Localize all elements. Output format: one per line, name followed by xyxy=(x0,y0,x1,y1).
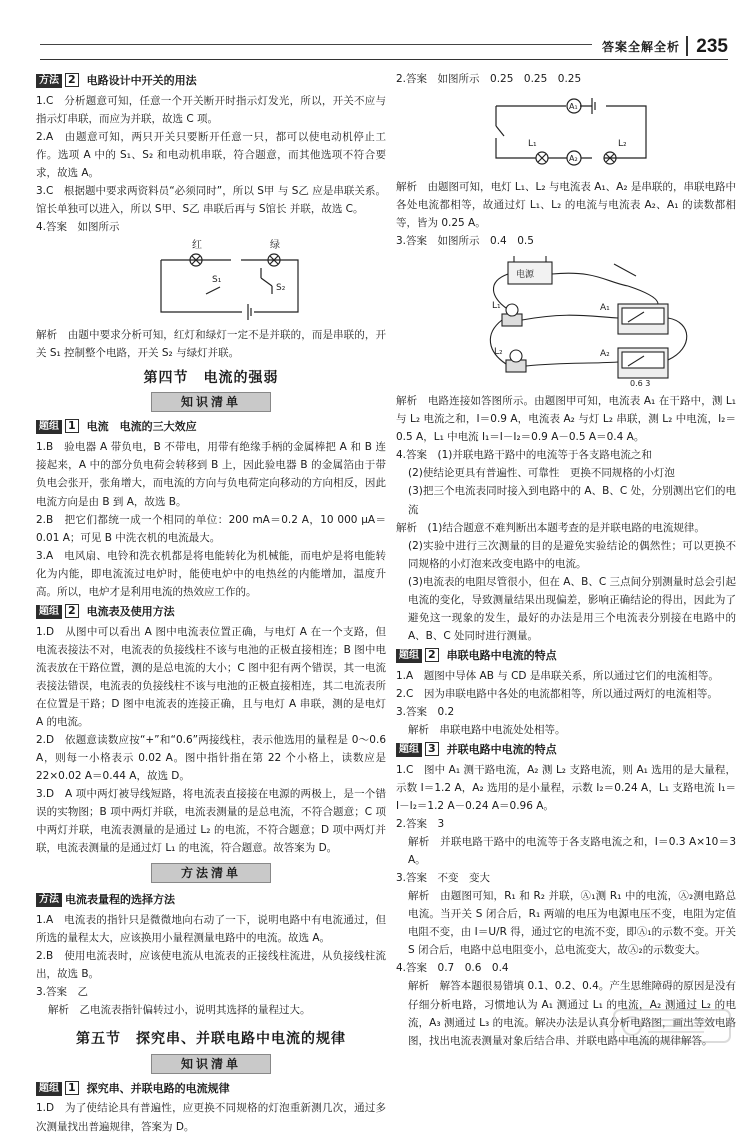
answer-item: 3.答案 不变 变大 xyxy=(396,872,491,885)
series-group-heading xyxy=(396,647,736,666)
watermark-logo xyxy=(612,1006,732,1046)
analysis: 解析 由题图可知，电灯 L₁、L₂ 与电流表 A₁、A₂ 是串联的，串联电路中各处电流都相等，故通过灯 L₁、L₂ 的电流与电流表 A₂、A₁ 的读数都相等，皆为 0.25 A。 xyxy=(396,181,736,230)
answer-item: 1.A 电流表的指针只是微微地向右动了一下，说明电路中有电流通过，但所选的量程太大，应该换用小量程测量电路中的电流。故选 A。 xyxy=(36,914,386,945)
analysis: (3)电流表的电阻尽管很小，但在 A、B、C 三点间分别测量时总会引起电流的变化，导致测量结果出现偏差，影响正确结论的得出，因此为了避免这一现象的发生，最好的办法是用三个电流表分别接在电路中的 A、B、C 处同时进行测量。 xyxy=(408,575,736,642)
power-source-label: 电源 xyxy=(516,270,535,281)
group2-heading xyxy=(36,603,386,622)
method2-title: 电路设计中开关的用法 xyxy=(86,74,197,87)
section-5-title: 第五节 探究串、并联电路中电流的规律 xyxy=(76,1031,346,1048)
answer-item: 1.A 题图中导体 AB 与 CD 是串联关系，所以通过它们的电流相等。 xyxy=(396,669,719,682)
answer-item: 1.B 验电器 A 带负电，B 不带电，用带有绝缘手柄的金属棒把 A 和 B 连接起来，A 中的部分负电荷会转移到 B 上，因此验电器 B 的金属箔由于带负电会张开，张角增大，而电流的方向与负电荷定向移动的方向相反，因此电流方向是由 B 到 A，故选 B。 xyxy=(36,441,386,508)
ammeter-a1-label: A₁ xyxy=(600,303,610,314)
left-column xyxy=(36,70,386,1133)
analysis: 解析 解答本题很易错填 0.1、0.2、0.4。产生思维障碍的原因是没有仔细分析电路，习惯地认为 A₁ 测通过 L₁ 的电流，A₂ 测通过 L₂ 的电流，A₃ 测通过 L₃ 的电流。解决办法是认真分析电路图，画出等效电路图，找出电流表测量对象后结合串、并联电路中电流的规律解答。 xyxy=(408,980,736,1047)
answer-item: 4.答案 (1)并联电路干路中的电流等于各支路电流之和 xyxy=(396,449,652,462)
answer-item: 1.D 为了使结论具有普遍性，应更换不同规格的灯泡重新测几次，通过多次测量找出普遍规律，答案为 D。 xyxy=(36,1102,386,1133)
series-group-title: 串联电路中电流的特点 xyxy=(446,648,557,662)
answer-item: 3.D A 项中两灯被导线短路，将电流表直接接在电源的两极上，是一个错误的实物图；B 项中两灯并联，电流表测量的是总电流，不符合题意；C 项中两灯并联，电流表测量的是通过 L₂ 的电流，不符合题意；D 项中两灯并联，电流表测量的是通过灯 L₁ 的电流，符合题意。故答案为 D。 xyxy=(36,788,386,855)
group-tag: 题组 xyxy=(36,420,62,434)
ammeter-a2-label: A₂ xyxy=(569,154,578,164)
answer-item: 3.答案 0.2 xyxy=(396,705,455,718)
answer-item: 1.C 分析题意可知，任意一个开关断开时指示灯发光，所以，开关不应与指示灯串联，而应为并联，故选 C 项。 xyxy=(36,94,386,125)
switch-s2-label: S₂ xyxy=(276,283,286,294)
green-lamp-label: 绿 xyxy=(270,240,280,252)
answer-item: 3.A 电风扇、电铃和洗衣机都是将电能转化为机械能，而电炉是将电能转化为内能，即电流流过电炉时，能使电炉中的电热丝的内能增加，温度升高。所以，电炉才是利用电流的热效应工作的。 xyxy=(36,549,386,598)
page-number: 235 xyxy=(696,36,728,57)
group-tag-number: 2 xyxy=(425,648,439,662)
group-tag-number: 3 xyxy=(425,742,439,756)
method-tag-number: 2 xyxy=(65,73,79,87)
wiring-diagram xyxy=(396,252,736,388)
parallel-wiring-figure xyxy=(396,252,736,388)
analysis: 解析 电路连接如答图所示。由题图甲可知，电流表 A₁ 在干路中，测 L₁ 与 L₂ 电流之和，I＝0.9 A，电流表 A₂ 与灯 L₂ 串联，测 L₂ 中电流，I₂＝0.5 A，L₁ 中电流 I₁＝I－I₂＝0.9 A－0.5 A＝0.4 A。 xyxy=(396,395,736,444)
answer-item: 2.B 把它们都统一成一个相同的单位：200 mA＝0.2 A，10 000 μA＝0.01 A；可见 B 中洗衣机的电流最大。 xyxy=(36,513,386,544)
lamp-l1-label: L₁ xyxy=(492,301,501,312)
group3-title: 探究串、并联电路的电流规律 xyxy=(86,1081,230,1095)
analysis: 解析 由题中要求分析可知，红灯和绿灯一定不是并联的，而是串联的，开关 S₁ 控制整个电路，开关 S₂ 与绿灯并联。 xyxy=(36,329,386,360)
lamp-l2-label: L₂ xyxy=(618,139,627,150)
series-circuit-figure xyxy=(396,90,736,174)
header-rule xyxy=(40,44,592,45)
analysis: 解析 由题图可知，R₁ 和 R₂ 并联，Ⓐ₁测 R₁ 中的电流，Ⓐ₂测电路总电流。当开关 S 闭合后，R₁ 两端的电压为电源电压不变，电阻为定值电阻不变，由 I＝U/R 得，通过它的电流不变，即Ⓐ₁的示数不变。开关 S 闭合后，电路中总电阻变小，总电流变大，故Ⓐ₂的示数变大。 xyxy=(408,890,736,957)
analysis: (2)实验中进行三次测量的目的是避免实验结论的偶然性；可以更换不同规格的小灯泡来改变电路中的电流。 xyxy=(408,539,736,570)
traffic-light-circuit-figure xyxy=(36,238,386,322)
group-tag-number: 2 xyxy=(65,604,79,618)
method2-heading xyxy=(36,72,386,91)
answer-item: 2.答案 3 xyxy=(396,818,445,831)
group1-heading xyxy=(36,418,386,437)
group-tag: 题组 xyxy=(396,743,422,757)
lamp-l1-label: L₁ xyxy=(528,139,537,150)
ammeter-a1-label: A₁ xyxy=(569,102,578,112)
analysis: 解析 串联电路中电流处处相等。 xyxy=(408,723,566,736)
right-column xyxy=(396,70,736,1047)
answer-item: 2.A 由题意可知，两只开关只要断开任意一只，都可以使电动机停止工作。选项 A 中的 S₁、S₂ 和电动机串联，符合题意，而其他选项不符合要求，故选 A。 xyxy=(36,131,386,180)
section-4-title: 第四节 电流的强弱 xyxy=(143,370,279,387)
answer-item: (2)使结论更具有普遍性、可靠性 更换不同规格的小灯泡 xyxy=(408,467,675,480)
answer-item: 2.B 使用电流表时，应该使电流从电流表的正接线柱流进，从负接线柱流出，故选 B。 xyxy=(36,950,386,981)
group2-title: 电流表及使用方法 xyxy=(86,604,175,618)
group-tag: 题组 xyxy=(36,605,62,619)
analysis: 解析 乙电流表指针偏转过小，说明其选择的量程过大。 xyxy=(48,1004,311,1017)
series-circuit-diagram xyxy=(396,90,736,174)
method-heading xyxy=(36,891,386,910)
answer-item: 2.D 依题意读数应按“+”和“0.6”两接线柱，表示他选用的量程是 0～0.6 A，则每一小格表示 0.02 A。图中指针指在第 22 个小格上，读数应是 22×0.02 A＝0.44 A，故选 D。 xyxy=(36,733,386,783)
answer-item: 4.答案 0.7 0.6 0.4 xyxy=(396,962,509,975)
method-tag: 方法 xyxy=(36,74,62,88)
analysis: 解析 (1)结合题意不难判断出本题考查的是并联电路的电流规律。 xyxy=(396,521,705,534)
group-tag: 题组 xyxy=(36,1082,62,1096)
header-divider xyxy=(686,36,688,56)
answer-item: 3.C 根据题中要求两资料员“必须同时”，所以 S甲 与 S乙 应是串联关系。馆长单独可以进入，所以 S甲、S乙 串联后再与 S馆长 并联，故选 C。 xyxy=(36,185,386,216)
answer-item: 1.C 图中 A₁ 测干路电流，A₂ 测 L₂ 支路电流，则 A₁ 选用的是大量程，示数 I＝1.2 A，A₂ 选用的是小量程，示数 I₂＝0.24 A，L₁ 支路电流 I₁＝I－I₂＝1.2 A－0.24 A＝0.96 A。 xyxy=(396,763,736,812)
page-header xyxy=(40,32,728,60)
answer-item: (3)把三个电流表同时接入到电路中的 A、B、C 处，分别测出它们的电流 xyxy=(408,485,736,516)
answer-item: 3.答案 乙 xyxy=(36,986,89,999)
group-tag: 题组 xyxy=(396,649,422,663)
header-title: 答案全解全析 xyxy=(601,40,680,54)
parallel-group-title: 并联电路中电流的特点 xyxy=(446,742,557,756)
method-banner: 方法清单 xyxy=(151,863,271,883)
group-tag-number: 1 xyxy=(65,419,79,433)
answer-item: 2.答案 如图所示 0.25 0.25 0.25 xyxy=(396,73,582,85)
knowledge-banner: 知识清单 xyxy=(151,1054,271,1074)
answer-item: 3.答案 如图所示 0.4 0.5 xyxy=(396,235,534,248)
lamp-l2-label: L₂ xyxy=(494,347,503,358)
answer-item: 2.C 因为串联电路中各处的电流都相等，所以通过两灯的电流相等。 xyxy=(396,687,718,700)
parallel-group-heading xyxy=(396,741,736,760)
knowledge-banner: 知识清单 xyxy=(151,392,271,412)
circuit-diagram xyxy=(36,238,386,322)
switch-s1-label: S₁ xyxy=(212,275,222,286)
ammeter-scale-label: 0.6 3 xyxy=(630,379,651,389)
ammeter-a2-label: A₂ xyxy=(600,349,610,360)
red-lamp-label: 红 xyxy=(192,240,202,252)
method-title: 电流表量程的选择方法 xyxy=(65,893,175,907)
group1-title: 电流 电流的三大效应 xyxy=(86,420,197,434)
group3-heading xyxy=(36,1080,386,1099)
answer-item: 1.D 从图中可以看出 A 图中电流表位置正确，与电灯 A 在一个支路，但电流表接法不对，电流表的负接线柱不该与电池的正极直接相连；B 图中电流表放在干路位置，测的是总电流的大小；C 图中犯有两个错误，其一电流表接法错误，电流表的负接线柱不该与电池的正极直接相连，其二电流表所在位置是干路；D 图中电流表的连接正确，且与电灯 A 串联，测的是电灯 A 的电流。 xyxy=(36,625,386,728)
group-tag-number: 1 xyxy=(65,1081,79,1095)
answer-item: 4.答案 如图所示 xyxy=(36,221,120,234)
method-tag: 方法 xyxy=(36,893,62,907)
analysis: 解析 并联电路干路中的电流等于各支路电流之和，I＝0.3 A×10＝3 A。 xyxy=(408,836,736,867)
